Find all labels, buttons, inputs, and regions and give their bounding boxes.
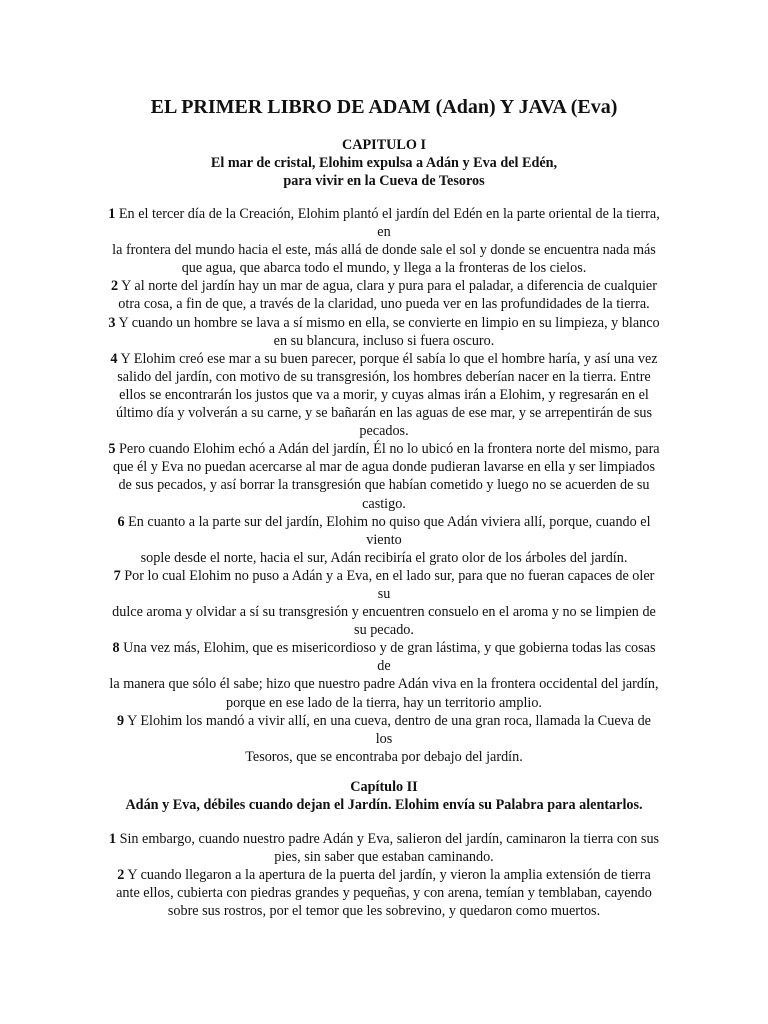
text-line [86,404,682,422]
verse-number: 8 [112,640,120,657]
text-line [86,694,682,712]
verse-text: ante ellos, cubierta con piedras grandes y pequeñas, y con arena, temían y temblaban, cayendo [116,885,652,902]
text-line [86,495,682,513]
text-line [86,531,682,549]
verse-text: porque en ese lado de la tierra, hay un territorio amplio. [226,694,542,711]
text-line [86,277,682,295]
verse-text: último día y volverán a su carne, y se bañarán en las aguas de ese mar, y se arrepentirán de sus [116,405,652,422]
chapter-1-heading: CAPITULO I [342,137,426,153]
text-line [86,748,682,766]
text-line [86,585,682,603]
text-line [86,350,682,368]
verse-number: 7 [113,567,121,584]
verse-text: salido del jardín, con motivo de su transgresión, los hombres deberían nacer en la tierra. Entre [117,368,651,385]
verse-text: pecados. [359,423,409,440]
verse-text: de [377,658,391,675]
chapter-2-body [86,830,682,920]
verse-text: sobre sus rostros, por el temor que les sobrevino, y quedaron como muertos. [167,903,601,920]
text-line [86,295,682,313]
verse-text: Y al norte del jardín hay un mar de agua, clara y pura para el paladar, a diferencia de cualquier [118,278,657,295]
verse-text: viento [366,531,402,548]
verse-text: ellos se encontrarán los justos que va a morir, y cuyas almas irán a Elohim, y regresarán en el [119,386,649,403]
text-line [86,603,682,621]
verse-text: su pecado. [354,622,414,639]
text-line [86,884,682,902]
text-line [86,830,682,848]
chapter-1-subtitle-line-1: El mar de cristal, Elohim expulsa a Adán y Eva del Edén, [210,155,558,172]
verse-text: Y cuando un hombre se lava a sí mismo en ella, se convierte en limpio en su limpieza, y blanco [115,314,660,331]
verse-number: 2 [111,278,119,295]
verse-text: Por lo cual Elohim no puso a Adán y a Eva, en el lado sur, para que no fueran capaces de oler [120,567,655,584]
chapter-1-subtitle-line-2: para vivir en la Cueva de Tesoros [283,173,485,190]
verse-text: En cuanto a la parte sur del jardín, Elohim no quiso que Adán viviera allí, porque, cuando el [124,513,651,530]
verse-number: 1 [108,206,116,222]
text-line [86,675,682,693]
text-line [86,902,682,920]
verse-text: que él y Eva no puedan acercarse al mar de agua donde pudieran lavarse en ella y ser limpiados [112,459,656,476]
text-line [86,205,682,223]
text-line [86,657,682,675]
text-line [86,223,682,241]
verse-text: Y cuando llegaron a la apertura de la puerta del jardín, y vieron la amplia extensión de tierra [124,867,651,884]
verse-number: 3 [108,314,116,331]
verse-text: Y Elohim los mandó a vivir allí, en una cueva, dentro de una gran roca, llamada la Cueva de [124,712,651,729]
verse-text: en su blancura, incluso si fuera oscuro. [273,332,495,349]
verse-number: 6 [117,513,125,530]
verse-text: Pero cuando Elohim echó a Adán del jardín, Él no lo ubicó en la frontera norte del mismo, para [115,441,660,458]
verse-text: la manera que sólo él sabe; hizo que nuestro padre Adán viva en la frontera occidental del jardín, [109,676,659,693]
verse-text: su [377,585,391,602]
verse-text: sople desde el norte, hacia el sur, Adán recibiría el grato olor de los árboles del jardín. [140,549,628,566]
verse-number: 5 [108,441,116,458]
verse-text: dulce aroma y olvidar a sí su transgresión y encuentren consuelo en el aroma y no se limpien de [112,604,656,621]
chapter-2-heading: Capítulo II [350,779,418,795]
verse-number: 9 [117,712,125,729]
verse-text: Y Elohim creó ese mar a su buen parecer, porque él sabía lo que el hombre haría, y así una vez [117,350,658,367]
verse-text: la frontera del mundo hacia el este, más allá de donde sale el sol y donde se encuentra nada más [112,242,656,259]
verse-text: de sus pecados, y así borrar la transgresión que habían cometido y luego no se acuerden de su [118,477,650,494]
text-line [86,476,682,494]
text-line [86,621,682,639]
chapter-1-body [86,205,682,766]
text-line [86,866,682,884]
text-line [86,513,682,531]
verse-text: que agua, que abarca todo el mundo, y llega a la fronteras de los cielos. [181,260,587,277]
chapter-1-header [86,136,682,190]
document-title: EL PRIMER LIBRO DE ADAM (Adan) Y JAVA (Eva) [150,96,618,118]
text-line [86,422,682,440]
verse-text: En el tercer día de la Creación, Elohim plantó el jardín del Edén en la parte oriental de la tierra, [115,206,660,222]
text-line [86,730,682,748]
verse-text: castigo. [362,495,406,512]
text-line [86,549,682,567]
verse-text: otra cosa, a fin de que, a través de la claridad, uno pueda ver en las profundidades de la tierra. [118,296,650,313]
text-line [86,848,682,866]
verse-text: pies, sin saber que estaban caminando. [274,849,494,866]
verse-text: Tesoros, que se encontraba por debajo del jardín. [245,748,523,765]
verse-number: 1 [108,831,117,847]
text-line [86,368,682,386]
text-line [86,314,682,332]
text-line [86,639,682,657]
verse-text: Una vez más, Elohim, que es misericordioso y de gran lástima, y que gobierna todas las cosas [119,640,656,657]
text-line [86,712,682,730]
text-line [86,241,682,259]
verse-number: 4 [110,350,118,367]
text-line [86,458,682,476]
text-line [86,440,682,458]
chapter-2-subtitle: Adán y Eva, débiles cuando dejan el Jardín. Elohim envía su Palabra para alentarlos. [125,797,643,814]
text-line [86,259,682,277]
verse-text: los [375,730,393,747]
chapter-2-header [86,778,682,814]
text-line [86,332,682,350]
verse-text: en [377,224,391,241]
text-line [86,567,682,585]
verse-text: Sin embargo, cuando nuestro padre Adán y Eva, salieron del jardín, caminaron la tierra con sus [116,831,660,847]
text-line [86,386,682,404]
verse-number: 2 [117,867,125,884]
